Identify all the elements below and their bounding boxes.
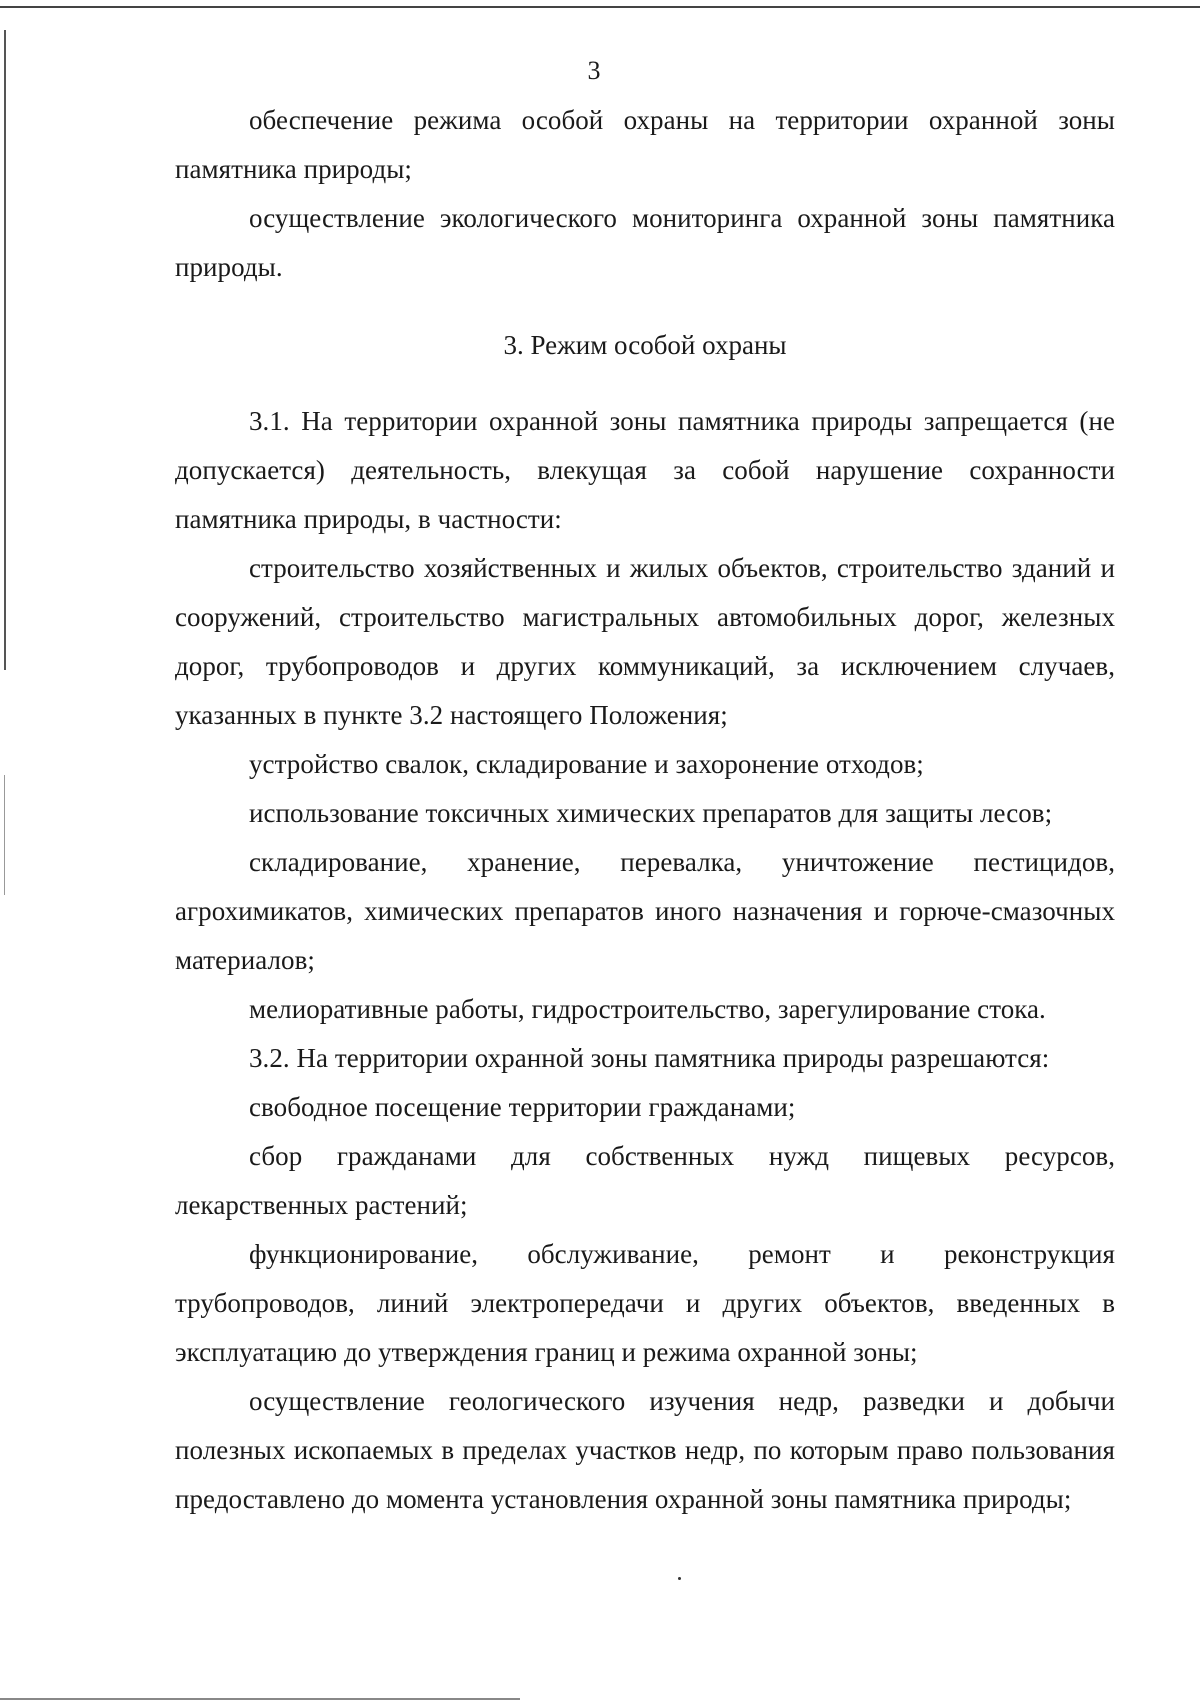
paragraph: устройство свалок, складирование и захоронение отходов; xyxy=(249,749,924,779)
document-body xyxy=(175,96,1115,1524)
scan-border-top xyxy=(0,6,1200,8)
scan-border-left xyxy=(4,30,6,670)
paragraph: 3.1. На территории охранной зоны памятника природы запрещается (не допускается) деятельность, влекущая за собой нарушение сохранности памятника природы, в частности: xyxy=(175,406,1115,534)
section-heading: 3. Режим особой охраны xyxy=(503,330,787,360)
paragraph: строительство хозяйственных и жилых объектов, строительство зданий и сооружений, строительство магистральных автомобильных дорог, железных дорог, трубопроводов и других коммуникаций, за исключением случаев, указанных в пункте 3.2 настоящего Положения; xyxy=(175,553,1115,730)
paragraph: 3.2. На территории охранной зоны памятника природы разрешаются: xyxy=(249,1043,1050,1073)
scan-speck xyxy=(678,1577,681,1580)
page-number: 3 xyxy=(587,56,601,85)
paragraph: осуществление геологического изучения недр, разведки и добычи полезных ископаемых в пределах участков недр, по которым право пользования предоставлено до момента установления охранной зоны памятника природы; xyxy=(175,1386,1115,1514)
paragraph: обеспечение режима особой охраны на территории охранной зоны памятника природы; xyxy=(175,105,1115,184)
paragraph: осуществление экологического мониторинга охранной зоны памятника природы. xyxy=(175,203,1115,282)
scan-border-bottom xyxy=(0,1698,520,1700)
paragraph: складирование, хранение, перевалка, уничтожение пестицидов, агрохимикатов, химических препаратов иного назначения и горюче-смазочных материалов; xyxy=(175,847,1115,975)
paragraph: функционирование, обслуживание, ремонт и реконструкция трубопроводов, линий электропередачи и других объектов, введенных в эксплуатацию до утверждения границ и режима охранной зоны; xyxy=(175,1239,1115,1367)
paragraph: сбор гражданами для собственных нужд пищевых ресурсов, лекарственных растений; xyxy=(175,1141,1115,1220)
paragraph: использование токсичных химических препаратов для защиты лесов; xyxy=(249,798,1053,828)
scan-border-left-lower xyxy=(4,775,5,895)
paragraph: свободное посещение территории гражданами; xyxy=(249,1092,796,1122)
paragraph: мелиоративные работы, гидростроительство, зарегулирование стока. xyxy=(249,994,1046,1024)
